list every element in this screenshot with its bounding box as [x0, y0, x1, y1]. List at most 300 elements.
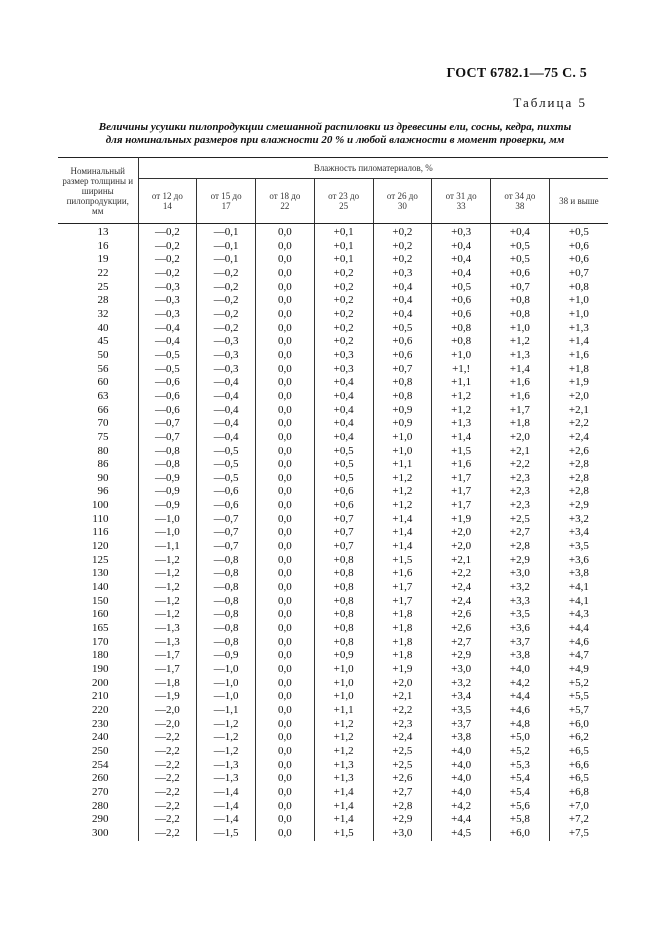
- shrinkage-value-cell: +0,9: [314, 649, 373, 663]
- shrinkage-value-cell: +1,5: [373, 554, 432, 568]
- shrinkage-value-cell: +7,2: [568, 813, 589, 826]
- table-row: [58, 499, 608, 513]
- table-row: [58, 608, 608, 622]
- shrinkage-value-cell: 0,0: [256, 376, 315, 390]
- shrinkage-value-cell: +5,4: [491, 772, 550, 786]
- table-row: [58, 704, 608, 718]
- nominal-size-cell: 160: [58, 608, 138, 622]
- shrinkage-value-cell: +0,5: [568, 226, 589, 238]
- shrinkage-value-cell: —0,9: [138, 499, 197, 513]
- shrinkage-value-cell: 0,0: [256, 240, 315, 254]
- shrinkage-value-cell: —1,4: [197, 786, 256, 800]
- table-row: [58, 636, 608, 650]
- shrinkage-value-cell: —0,6: [138, 390, 197, 404]
- nominal-size-cell: 260: [58, 772, 138, 786]
- shrinkage-value-cell: —0,9: [197, 649, 256, 663]
- shrinkage-value-cell: +1,4: [373, 526, 432, 540]
- shrinkage-value-cell: —0,7: [197, 513, 256, 527]
- shrinkage-value-cell: —0,1: [197, 224, 256, 240]
- shrinkage-value-cell: —0,5: [138, 363, 197, 377]
- shrinkage-value-cell: 0,0: [256, 335, 315, 349]
- shrinkage-value-cell: 0,0: [256, 622, 315, 636]
- shrinkage-value-cell: +0,2: [314, 281, 373, 295]
- shrinkage-value-cell: +2,5: [373, 759, 432, 773]
- shrinkage-value-cell: +0,3: [373, 267, 432, 281]
- table-row: [58, 281, 608, 295]
- shrinkage-value-cell: +3,4: [568, 526, 589, 539]
- shrinkage-value-cell: +1,2: [432, 390, 491, 404]
- shrinkage-value-cell: +1,4: [568, 335, 589, 348]
- shrinkage-value-cell: +0,6: [432, 308, 491, 322]
- shrinkage-value-cell: +2,4: [432, 581, 491, 595]
- shrinkage-value-cell: +1,6: [432, 458, 491, 472]
- shrinkage-value-cell: +3,0: [491, 567, 550, 581]
- shrinkage-value-cell: +0,6: [432, 294, 491, 308]
- caption-line-2: для номинальных размеров при влажности 20 % и любой влажности в момент проверки, мм: [105, 134, 565, 146]
- shrinkage-value-cell: +0,8: [314, 622, 373, 636]
- shrinkage-value-cell: —2,2: [138, 800, 197, 814]
- nominal-size-cell: 50: [58, 349, 138, 363]
- shrinkage-value-cell: +2,7: [373, 786, 432, 800]
- table-row: [58, 649, 608, 663]
- shrinkage-value-cell: +1,1: [373, 458, 432, 472]
- shrinkage-value-cell: +3,5: [491, 608, 550, 622]
- shrinkage-value-cell: +1,7: [432, 499, 491, 513]
- shrinkage-value-cell: +1,6: [491, 376, 550, 390]
- shrinkage-value-cell: +0,3: [314, 349, 373, 363]
- shrinkage-value-cell: 0,0: [256, 718, 315, 732]
- shrinkage-value-cell: —1,0: [138, 526, 197, 540]
- table-row: [58, 376, 608, 390]
- moisture-column-header: 38 и выше: [549, 179, 608, 224]
- shrinkage-value-cell: +2,6: [373, 772, 432, 786]
- shrinkage-value-cell: +2,5: [373, 745, 432, 759]
- shrinkage-value-cell: —0,3: [138, 281, 197, 295]
- shrinkage-value-cell: —2,2: [138, 827, 197, 841]
- shrinkage-value-cell: —1,7: [138, 663, 197, 677]
- shrinkage-value-cell: —2,2: [138, 813, 197, 827]
- shrinkage-value-cell: +0,7: [314, 540, 373, 554]
- shrinkage-value-cell: +0,6: [568, 239, 589, 252]
- nominal-size-cell: 25: [58, 281, 138, 295]
- shrinkage-value-cell: +0,1: [314, 224, 373, 240]
- shrinkage-value-cell: 0,0: [256, 800, 315, 814]
- shrinkage-value-cell: +0,5: [314, 445, 373, 459]
- shrinkage-value-cell: 0,0: [256, 513, 315, 527]
- shrinkage-value-cell: +2,9: [568, 499, 589, 512]
- shrinkage-value-cell: —0,8: [138, 445, 197, 459]
- shrinkage-value-cell: —1,2: [138, 554, 197, 568]
- shrinkage-value-cell: +4,4: [568, 622, 589, 635]
- shrinkage-value-cell: +0,8: [491, 294, 550, 308]
- table-row: [58, 595, 608, 609]
- shrinkage-value-cell: +3,7: [432, 718, 491, 732]
- shrinkage-value-cell: +0,4: [373, 294, 432, 308]
- shrinkage-value-cell: +6,0: [568, 717, 589, 730]
- shrinkage-value-cell: +4,0: [432, 745, 491, 759]
- shrinkage-value-cell: +0,6: [568, 253, 589, 266]
- shrinkage-value-cell: —0,7: [197, 540, 256, 554]
- nominal-size-cell: 40: [58, 322, 138, 336]
- shrinkage-value-cell: +5,3: [491, 759, 550, 773]
- shrinkage-value-cell: 0,0: [256, 567, 315, 581]
- shrinkage-value-cell: +2,0: [432, 526, 491, 540]
- shrinkage-value-cell: 0,0: [256, 759, 315, 773]
- nominal-size-cell: 45: [58, 335, 138, 349]
- shrinkage-value-cell: 0,0: [256, 294, 315, 308]
- shrinkage-value-cell: —0,3: [197, 335, 256, 349]
- table-row: [58, 800, 608, 814]
- nominal-size-cell: 200: [58, 677, 138, 691]
- shrinkage-value-cell: +5,5: [568, 690, 589, 703]
- table-row: [58, 294, 608, 308]
- nominal-size-cell: 96: [58, 485, 138, 499]
- shrinkage-value-cell: +0,3: [314, 363, 373, 377]
- shrinkage-value-cell: +1,4: [373, 513, 432, 527]
- shrinkage-value-cell: —0,4: [197, 390, 256, 404]
- shrinkage-value-cell: —0,1: [197, 240, 256, 254]
- shrinkage-value-cell: +0,4: [314, 417, 373, 431]
- shrinkage-value-cell: +1,2: [373, 472, 432, 486]
- shrinkage-value-cell: —1,0: [197, 663, 256, 677]
- shrinkage-value-cell: —1,3: [197, 772, 256, 786]
- shrinkage-value-cell: +1,1: [432, 376, 491, 390]
- shrinkage-value-cell: +1,0: [568, 307, 589, 320]
- shrinkage-value-cell: +0,5: [432, 281, 491, 295]
- shrinkage-value-cell: +5,2: [568, 676, 589, 689]
- shrinkage-value-cell: +5,0: [491, 731, 550, 745]
- shrinkage-value-cell: +0,2: [314, 267, 373, 281]
- shrinkage-value-cell: —0,5: [197, 472, 256, 486]
- shrinkage-value-cell: —0,1: [197, 253, 256, 267]
- shrinkage-value-cell: +5,4: [491, 786, 550, 800]
- table-row: [58, 458, 608, 472]
- nominal-size-cell: 190: [58, 663, 138, 677]
- shrinkage-value-cell: +2,2: [373, 704, 432, 718]
- shrinkage-value-cell: +1,7: [373, 581, 432, 595]
- shrinkage-value-cell: +3,8: [432, 731, 491, 745]
- shrinkage-value-cell: +0,8: [314, 567, 373, 581]
- shrinkage-value-cell: +1,4: [314, 800, 373, 814]
- shrinkage-value-cell: —0,3: [197, 363, 256, 377]
- shrinkage-value-cell: +3,2: [432, 677, 491, 691]
- shrinkage-value-cell: —0,2: [197, 308, 256, 322]
- shrinkage-value-cell: —1,4: [197, 813, 256, 827]
- shrinkage-value-cell: —0,2: [138, 224, 197, 240]
- shrinkage-value-cell: +0,2: [373, 240, 432, 254]
- shrinkage-value-cell: +1,7: [491, 404, 550, 418]
- shrinkage-value-cell: +0,3: [432, 224, 491, 240]
- shrinkage-value-cell: +0,7: [373, 363, 432, 377]
- shrinkage-value-cell: +2,1: [491, 445, 550, 459]
- shrinkage-value-cell: +0,8: [568, 280, 589, 293]
- shrinkage-value-cell: +3,7: [491, 636, 550, 650]
- shrinkage-value-cell: —2,2: [138, 745, 197, 759]
- shrinkage-value-cell: —2,2: [138, 772, 197, 786]
- shrinkage-value-cell: —1,2: [197, 718, 256, 732]
- shrinkage-value-cell: +5,6: [491, 800, 550, 814]
- nominal-size-cell: 86: [58, 458, 138, 472]
- table-row: [58, 349, 608, 363]
- shrinkage-value-cell: +1,3: [314, 759, 373, 773]
- shrinkage-value-cell: —0,6: [138, 404, 197, 418]
- table-row: [58, 224, 608, 240]
- nominal-size-cell: 120: [58, 540, 138, 554]
- nominal-size-cell: 19: [58, 253, 138, 267]
- moisture-column-header: от 23 до 25: [314, 179, 373, 224]
- shrinkage-value-cell: +6,0: [491, 827, 550, 841]
- shrinkage-value-cell: +1,3: [314, 772, 373, 786]
- shrinkage-value-cell: 0,0: [256, 404, 315, 418]
- shrinkage-value-cell: 0,0: [256, 417, 315, 431]
- table-row: [58, 240, 608, 254]
- shrinkage-value-cell: —0,3: [138, 308, 197, 322]
- nominal-size-cell: 28: [58, 294, 138, 308]
- shrinkage-value-cell: +0,5: [491, 240, 550, 254]
- shrinkage-value-cell: +0,8: [314, 595, 373, 609]
- shrinkage-value-cell: —1,2: [138, 608, 197, 622]
- shrinkage-value-cell: +3,4: [432, 690, 491, 704]
- table-row: [58, 472, 608, 486]
- shrinkage-value-cell: +6,8: [568, 785, 589, 798]
- shrinkage-value-cell: +0,2: [314, 335, 373, 349]
- moisture-column-header: от 12 до 14: [138, 179, 197, 224]
- shrinkage-value-cell: —1,2: [138, 581, 197, 595]
- shrinkage-value-cell: +1,0: [491, 322, 550, 336]
- shrinkage-value-cell: +3,8: [491, 649, 550, 663]
- table-row: [58, 827, 608, 841]
- shrinkage-value-cell: +0,2: [314, 308, 373, 322]
- shrinkage-value-cell: +1,1: [314, 704, 373, 718]
- shrinkage-value-cell: +1,8: [568, 362, 589, 375]
- nominal-size-cell: 140: [58, 581, 138, 595]
- shrinkage-value-cell: —0,3: [197, 349, 256, 363]
- shrinkage-value-cell: —0,8: [197, 595, 256, 609]
- shrinkage-value-cell: +2,3: [491, 499, 550, 513]
- shrinkage-value-cell: +2,2: [432, 567, 491, 581]
- table-row: [58, 540, 608, 554]
- shrinkage-value-cell: +0,9: [373, 417, 432, 431]
- shrinkage-value-cell: 0,0: [256, 472, 315, 486]
- shrinkage-value-cell: —0,7: [138, 417, 197, 431]
- shrinkage-value-cell: +0,8: [314, 581, 373, 595]
- table-row: [58, 772, 608, 786]
- shrinkage-value-cell: —0,8: [197, 554, 256, 568]
- table-row: [58, 690, 608, 704]
- nominal-size-cell: 13: [58, 224, 138, 240]
- shrinkage-value-cell: +4,7: [568, 649, 589, 662]
- shrinkage-value-cell: +2,0: [491, 431, 550, 445]
- shrinkage-value-cell: 0,0: [256, 554, 315, 568]
- nominal-size-cell: 63: [58, 390, 138, 404]
- shrinkage-value-cell: +4,0: [432, 759, 491, 773]
- table-row: [58, 363, 608, 377]
- shrinkage-value-cell: +0,4: [373, 281, 432, 295]
- shrinkage-value-cell: +0,4: [314, 431, 373, 445]
- nominal-size-cell: 70: [58, 417, 138, 431]
- shrinkage-value-cell: +2,3: [373, 718, 432, 732]
- shrinkage-value-cell: +1,3: [568, 321, 589, 334]
- shrinkage-value-cell: +2,3: [491, 485, 550, 499]
- shrinkage-value-cell: +3,2: [491, 581, 550, 595]
- table-row: [58, 663, 608, 677]
- nominal-size-cell: 170: [58, 636, 138, 650]
- shrinkage-value-cell: +0,9: [373, 404, 432, 418]
- shrinkage-value-cell: +3,3: [491, 595, 550, 609]
- shrinkage-value-cell: +1,8: [373, 636, 432, 650]
- shrinkage-value-cell: 0,0: [256, 745, 315, 759]
- shrinkage-value-cell: +2,9: [432, 649, 491, 663]
- nominal-size-cell: 270: [58, 786, 138, 800]
- shrinkage-value-cell: 0,0: [256, 308, 315, 322]
- shrinkage-value-cell: +2,7: [491, 526, 550, 540]
- nominal-size-cell: 165: [58, 622, 138, 636]
- shrinkage-value-cell: 0,0: [256, 704, 315, 718]
- moisture-column-header: от 15 до 17: [197, 179, 256, 224]
- shrinkage-value-cell: —0,5: [197, 445, 256, 459]
- shrinkage-value-cell: —0,6: [138, 376, 197, 390]
- shrinkage-value-cell: 0,0: [256, 827, 315, 841]
- shrinkage-value-cell: +2,1: [432, 554, 491, 568]
- shrinkage-value-cell: +4,1: [568, 581, 589, 594]
- shrinkage-value-cell: +0,2: [314, 294, 373, 308]
- shrinkage-value-cell: +1,0: [568, 294, 589, 307]
- nominal-size-cell: 280: [58, 800, 138, 814]
- shrinkage-value-cell: +3,6: [568, 553, 589, 566]
- shrinkage-value-cell: +4,6: [491, 704, 550, 718]
- shrinkage-value-cell: +1,6: [373, 567, 432, 581]
- shrinkage-value-cell: —0,8: [197, 608, 256, 622]
- shrinkage-value-cell: —0,4: [138, 322, 197, 336]
- shrinkage-value-cell: +1,8: [491, 417, 550, 431]
- shrinkage-value-cell: +0,5: [373, 322, 432, 336]
- shrinkage-value-cell: +1,3: [491, 349, 550, 363]
- shrinkage-value-cell: —0,4: [197, 431, 256, 445]
- shrinkage-value-cell: +2,1: [568, 403, 589, 416]
- shrinkage-value-cell: +0,6: [491, 267, 550, 281]
- shrinkage-value-cell: 0,0: [256, 499, 315, 513]
- shrinkage-value-cell: —1,2: [197, 745, 256, 759]
- shrinkage-value-cell: —0,4: [138, 335, 197, 349]
- shrinkage-value-cell: —0,8: [138, 458, 197, 472]
- shrinkage-value-cell: —2,2: [138, 786, 197, 800]
- shrinkage-value-cell: —1,0: [138, 513, 197, 527]
- shrinkage-value-cell: +6,5: [568, 772, 589, 785]
- moisture-column-header: от 34 до 38: [491, 179, 550, 224]
- caption-line-1: Величины усушки пилопродукции смешанной распиловки из древесины ели, сосны, кедра, пихты: [98, 121, 572, 133]
- shrinkage-value-cell: +0,8: [432, 322, 491, 336]
- shrinkage-value-cell: 0,0: [256, 663, 315, 677]
- shrinkage-value-cell: 0,0: [256, 390, 315, 404]
- nominal-size-cell: 220: [58, 704, 138, 718]
- shrinkage-value-cell: 0,0: [256, 690, 315, 704]
- shrinkage-value-cell: —1,2: [197, 731, 256, 745]
- shrinkage-value-cell: 0,0: [256, 458, 315, 472]
- nominal-size-cell: 60: [58, 376, 138, 390]
- shrinkage-value-cell: —0,5: [197, 458, 256, 472]
- shrinkage-value-cell: +0,4: [491, 224, 550, 240]
- moisture-column-header: от 31 до 33: [432, 179, 491, 224]
- shrinkage-value-cell: +2,8: [568, 471, 589, 484]
- shrinkage-value-cell: +4,4: [491, 690, 550, 704]
- shrinkage-value-cell: +5,8: [491, 813, 550, 827]
- shrinkage-value-cell: +4,2: [432, 800, 491, 814]
- shrinkage-value-cell: +2,6: [432, 622, 491, 636]
- nominal-size-cell: 300: [58, 827, 138, 841]
- shrinkage-value-cell: +4,8: [491, 718, 550, 732]
- shrinkage-value-cell: +0,8: [373, 376, 432, 390]
- shrinkage-value-cell: +6,5: [568, 744, 589, 757]
- shrinkage-value-cell: 0,0: [256, 485, 315, 499]
- shrinkage-value-cell: +1,2: [373, 485, 432, 499]
- shrinkage-value-cell: +4,6: [568, 635, 589, 648]
- shrinkage-value-cell: —1,0: [197, 690, 256, 704]
- nominal-size-cell: 240: [58, 731, 138, 745]
- nominal-size-cell: 125: [58, 554, 138, 568]
- shrinkage-value-cell: +0,5: [491, 253, 550, 267]
- nominal-size-cell: 80: [58, 445, 138, 459]
- shrinkage-value-cell: +0,7: [491, 281, 550, 295]
- shrinkage-value-cell: +1,3: [432, 417, 491, 431]
- table-row: [58, 554, 608, 568]
- shrinkage-value-cell: +4,9: [568, 663, 589, 675]
- shrinkage-value-cell: —0,2: [197, 294, 256, 308]
- shrinkage-value-cell: —0,7: [197, 526, 256, 540]
- shrinkage-value-cell: 0,0: [256, 813, 315, 827]
- shrinkage-value-cell: +0,2: [373, 253, 432, 267]
- shrinkage-value-cell: +2,4: [373, 731, 432, 745]
- shrinkage-value-cell: +1,0: [314, 663, 373, 677]
- table-row: [58, 335, 608, 349]
- shrinkage-value-cell: —1,0: [197, 677, 256, 691]
- shrinkage-value-cell: —0,2: [197, 322, 256, 336]
- shrinkage-value-cell: +1,4: [314, 813, 373, 827]
- shrinkage-value-cell: +1,0: [314, 690, 373, 704]
- shrinkage-value-cell: —0,9: [138, 472, 197, 486]
- shrinkage-value-cell: +4,3: [568, 608, 589, 621]
- shrinkage-value-cell: +0,8: [314, 636, 373, 650]
- moisture-group-header: Влажность пиломатериалов, %: [138, 158, 608, 179]
- nominal-size-cell: 210: [58, 690, 138, 704]
- shrinkage-value-cell: +2,2: [491, 458, 550, 472]
- shrinkage-value-cell: —0,6: [197, 485, 256, 499]
- shrinkage-value-cell: —0,9: [138, 485, 197, 499]
- shrinkage-value-cell: +2,0: [373, 677, 432, 691]
- table-row: [58, 731, 608, 745]
- shrinkage-value-cell: 0,0: [256, 649, 315, 663]
- shrinkage-value-cell: +1,6: [491, 390, 550, 404]
- shrinkage-value-cell: —0,2: [197, 281, 256, 295]
- nominal-size-cell: 250: [58, 745, 138, 759]
- nominal-size-cell: 56: [58, 363, 138, 377]
- shrinkage-value-cell: —1,1: [197, 704, 256, 718]
- shrinkage-value-cell: +1,8: [373, 649, 432, 663]
- nominal-size-cell: 130: [58, 567, 138, 581]
- shrinkage-value-cell: —0,2: [138, 240, 197, 254]
- shrinkage-value-cell: +2,6: [568, 444, 589, 457]
- shrinkage-value-cell: +2,1: [373, 690, 432, 704]
- shrinkage-value-cell: —0,7: [138, 431, 197, 445]
- shrinkage-value-cell: —1,3: [138, 636, 197, 650]
- shrinkage-value-cell: +3,5: [432, 704, 491, 718]
- shrinkage-value-cell: +1,0: [373, 445, 432, 459]
- shrinkage-value-cell: 0,0: [256, 363, 315, 377]
- shrinkage-value-cell: +0,6: [373, 349, 432, 363]
- table-row: [58, 404, 608, 418]
- shrinkage-value-cell: 0,0: [256, 281, 315, 295]
- shrinkage-value-cell: +5,7: [568, 703, 589, 716]
- shrinkage-value-cell: +0,4: [314, 404, 373, 418]
